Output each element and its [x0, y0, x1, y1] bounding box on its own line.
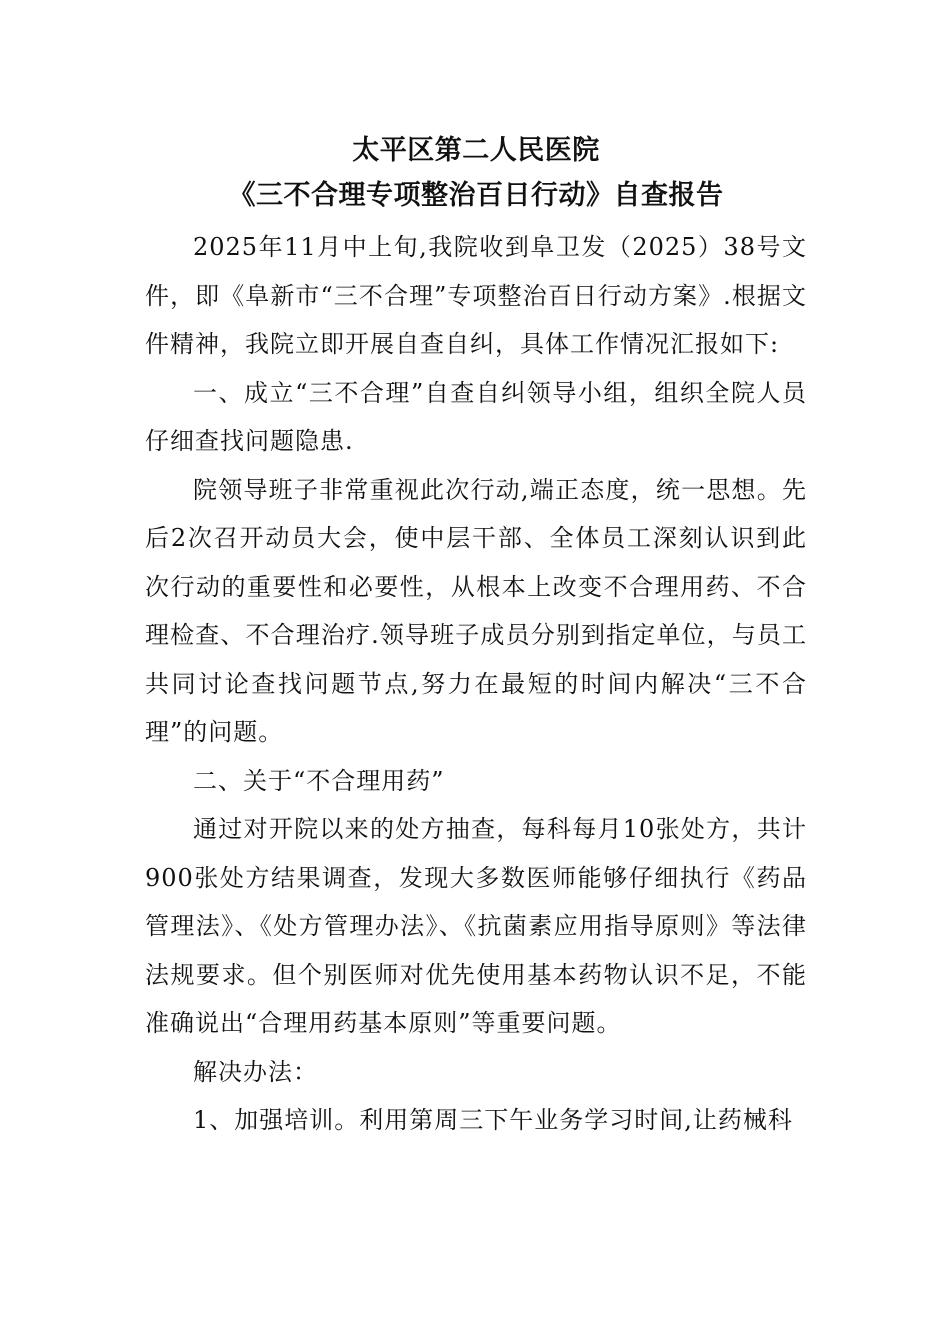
intro-paragraph: 2025年11月中上旬,我院收到阜卫发（2025）38号文件，即《阜新市“三不合理”专项整治百日行动方案》.根据文件精神，我院立即开展自查自纠，具体工作情况汇报如下:: [145, 233, 807, 358]
hospital-title: 太平区第二人民医院: [352, 135, 600, 166]
leadership-paragraph: 院领导班子非常重视此次行动,端正态度，统一思想。先后2次召开动员大会，使中层干部、全体员工深刻认识到此次行动的重要性和必要性，从根本上改变不合理用药、不合理检查、不合理治疗.领导班子成员分别到指定单位，与员工共同讨论查找问题节点,努力在最短的时间内解决“三不合理”的问题。: [145, 475, 807, 746]
document-body: [145, 128, 807, 1145]
solutions-heading: 解决办法：: [193, 1057, 318, 1086]
section-two-heading: 二、关于“不合理用药”: [193, 766, 445, 795]
solution-item-1: 1、加强培训。利用第周三下午业务学习时间,让药械科: [193, 1106, 793, 1134]
prescription-check-paragraph: 通过对开院以来的处方抽查，每科每月10张处方，共计900张处方结果调查，发现大多数医师能够仔细执行《药品管理法》、《处方管理办法》、《抗菌素应用指导原则》等法律法规要求。但个别医师对优先使用基本药物认识不足，不能准确说出“合理用药基本原则”等重要问题。: [145, 815, 807, 1037]
section-one-heading: 一、成立“三不合理”自查自纠领导小组，组织全院人员仔细查找问题隐患.: [145, 378, 807, 455]
report-title: 《三不合理专项整治百日行动》自查报告: [228, 180, 724, 211]
